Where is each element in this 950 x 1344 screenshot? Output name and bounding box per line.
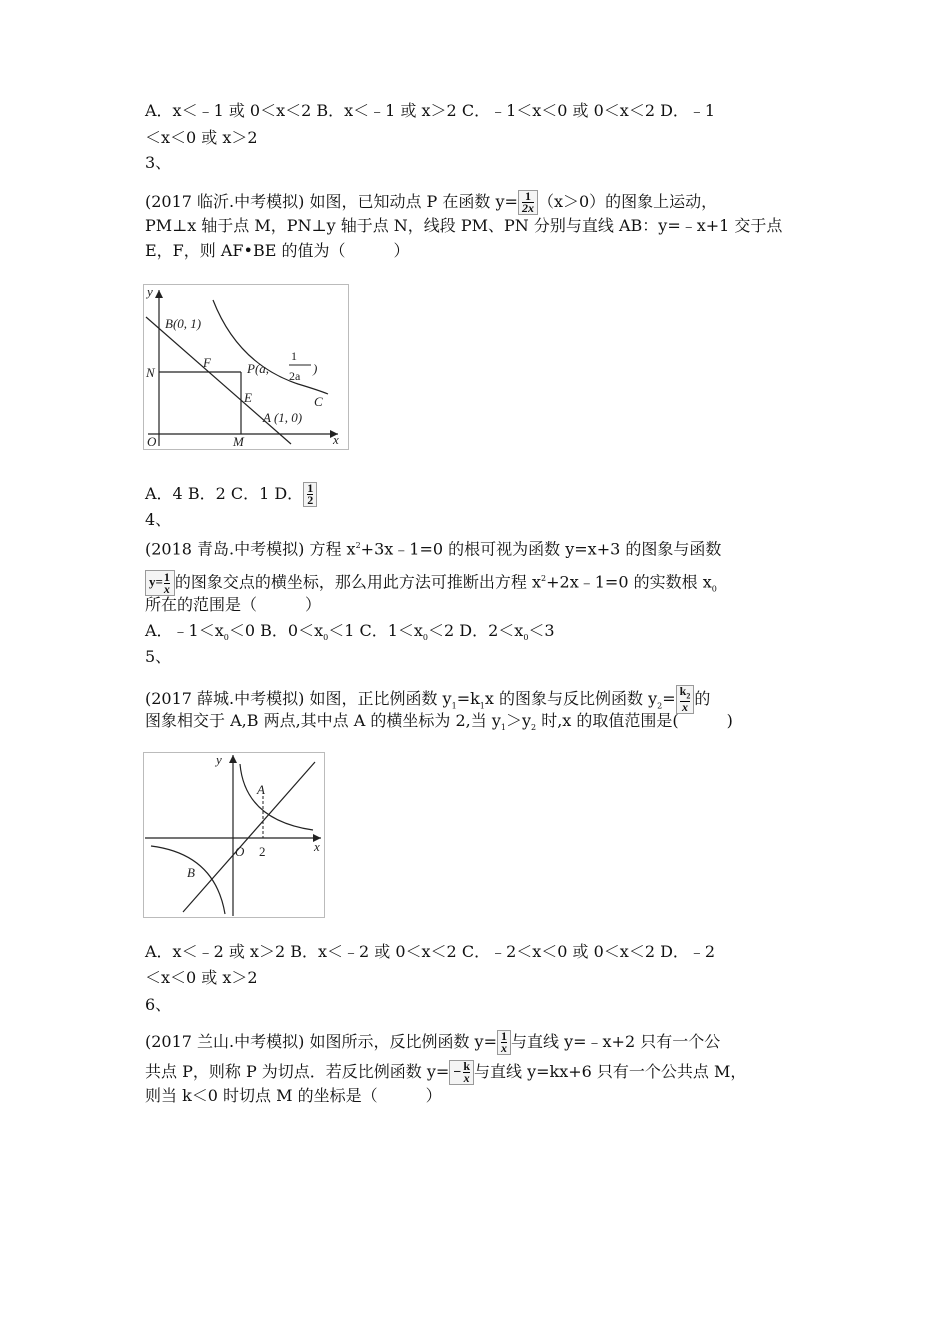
label-e: E: [244, 390, 252, 405]
equation-y-1-over-x: y= $\frac{1}{x}$: [145, 570, 175, 596]
label-b: B(0, 1): [165, 316, 202, 331]
q3-line3: E，F，则 AF•BE 的值为（ ）: [145, 241, 410, 260]
q2-options-line2: ＜x＜0 或 x＞2: [145, 128, 258, 147]
label-b: B: [187, 865, 195, 880]
label-x: x: [333, 432, 339, 447]
label-y: y: [216, 752, 222, 767]
label-p: P(a,: [247, 361, 270, 376]
label-o: O: [147, 434, 157, 449]
label-y: y: [147, 284, 153, 299]
label-two: 2: [259, 844, 266, 859]
q5-number: 5、: [145, 647, 172, 666]
label-m: M: [233, 434, 244, 449]
q4-options: A．$﹣1<x_0<0$ B．$0<x_0<1$ C．$1<x_0<2$ D．$2<x_0<3$: [145, 621, 555, 643]
label-a: A: [257, 782, 265, 797]
label-p-den: 2a: [289, 369, 301, 383]
q5-options-line2: ＜x＜0 或 x＞2: [145, 968, 258, 987]
q5-line1: (2017 薛城.中考模拟) 如图，正比例函数 $y_1=k_1x$ 的图象与反比例函数 $y_2=$ $\frac{k_2}{x}$ 的: [145, 684, 711, 715]
label-o: O: [235, 844, 245, 859]
label-f: F: [203, 355, 211, 370]
q3-figure: [143, 284, 349, 450]
q4-line1: (2018 青岛.中考模拟) 方程 $x^2+3x﹣1=0$ 的根可视为函数 y=x+3 的图象与函数: [145, 539, 722, 559]
label-a: A (1, 0): [263, 410, 303, 425]
q3-options: A．4 B．2 C．1 D． $\frac{1}{2}$: [145, 482, 317, 507]
q3-line2: PM⊥x 轴于点 M，PN⊥y 轴于点 N，线段 PM、PN 分别与直线 AB：y=﹣x+1 交于点: [145, 216, 783, 235]
label-n: N: [146, 365, 155, 380]
q5-options-line1: A．x＜﹣2 或 x＞2 B．x＜﹣2 或 0＜x＜2 C．﹣2＜x＜0 或 0＜x＜2 D．﹣2: [145, 942, 716, 961]
fraction-neg-k-over-x: − $\frac{k}{x}$: [449, 1060, 474, 1085]
q5-figure: [143, 752, 325, 918]
fraction-k2-over-x: $\frac{k_2}{x}$: [676, 685, 695, 714]
fraction-1-over-2x: $\frac{1}{2x}$: [518, 190, 538, 215]
q4-line3: 所在的范围是（ ）: [145, 595, 322, 614]
q3-number: 3、: [145, 153, 172, 172]
label-p-close: ): [313, 361, 318, 376]
q6-line3: 则当 k＜0 时切点 M 的坐标是（ ）: [145, 1086, 442, 1105]
label-p-num: 1: [291, 349, 297, 363]
q2-options-line1: A．x＜﹣1 或 0＜x＜2 B．x＜﹣1 或 x＞2 C．﹣1＜x＜0 或 0＜x＜2 D．﹣1: [145, 101, 716, 120]
q3-line1: (2017 临沂.中考模拟) 如图，已知动点 P 在函数 y= $\frac{1}{2x}$ （x＞0）的图象上运动，: [145, 189, 718, 215]
q6-line1: (2017 兰山.中考模拟) 如图所示，反比例函数 y= $\frac{1}{x}$ 与直线 y=﹣x+2 只有一个公: [145, 1029, 721, 1055]
q6-number: 6、: [145, 995, 172, 1014]
q5-line2: 图象相交于 A,B 两点,其中点 A 的横坐标为 2,当 $y_1>y_2$ 时,x 的取值范围是( ): [145, 711, 733, 733]
fraction-one-half: $\frac{1}{2}$: [303, 482, 317, 507]
label-x: x: [314, 839, 320, 854]
label-c: C: [314, 394, 323, 409]
fraction-1-over-x: $\frac{1}{x}$: [497, 1030, 511, 1055]
q6-line2: 共点 P，则称 P 为切点．若反比例函数 y= − $\frac{k}{x}$ 与直线 y=kx+6 只有一个公共点 M，: [145, 1059, 747, 1085]
q4-line2: y= $\frac{1}{x}$ 的图象交点的横坐标，那么用此方法可推断出方程 $x^2+2x﹣1=0$ 的实数根 $x_0$: [145, 568, 717, 601]
q4-number: 4、: [145, 510, 172, 529]
